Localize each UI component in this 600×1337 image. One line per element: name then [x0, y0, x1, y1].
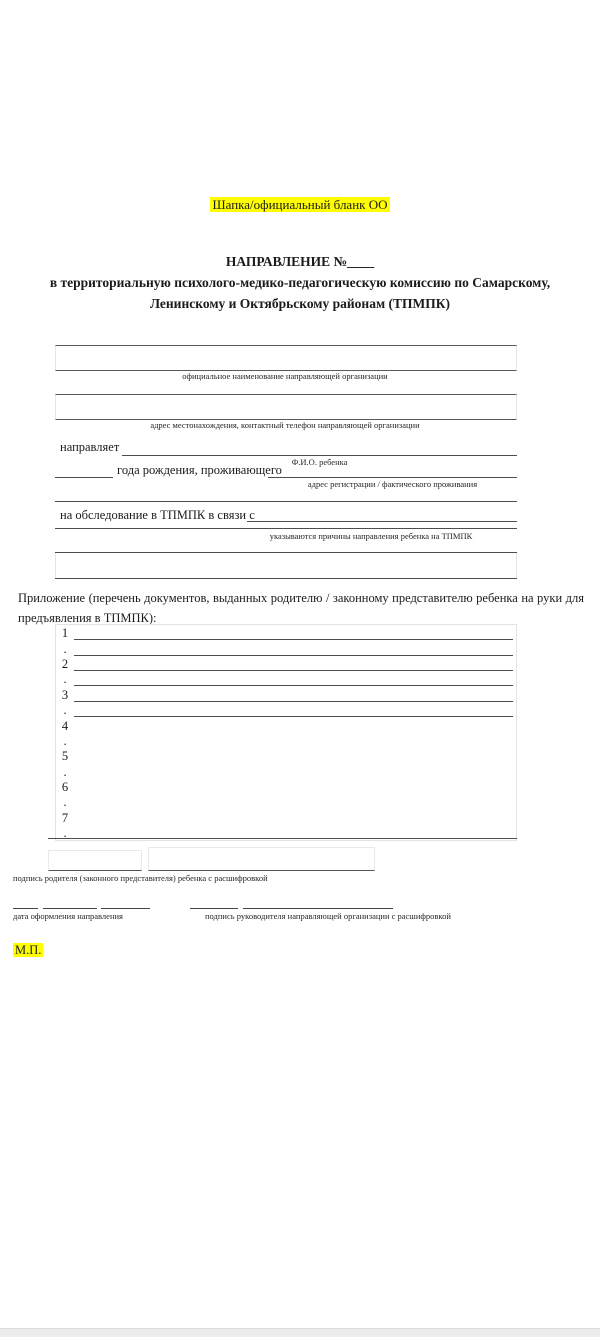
child-address-line[interactable] — [268, 464, 517, 478]
list-line[interactable] — [74, 717, 513, 732]
list-item[interactable] — [56, 794, 516, 809]
list-item[interactable] — [56, 748, 516, 763]
list-marker: . — [63, 795, 67, 810]
stamp-highlight: М.П. — [15, 943, 42, 957]
list-line[interactable] — [74, 639, 513, 655]
directs-label: направляет — [60, 440, 120, 454]
list-item[interactable] — [56, 686, 516, 701]
list-item[interactable] — [56, 702, 516, 717]
org-address-caption: адрес местонахождения, контактный телефон направляющей организации — [150, 420, 420, 430]
child-name-line[interactable] — [122, 442, 517, 456]
list-line[interactable] — [74, 685, 513, 701]
list-marker: 2 — [61, 657, 69, 672]
list-marker: . — [63, 672, 67, 687]
exam-label: на обследование в ТПМПК в связи с — [60, 508, 255, 522]
head-signature-blank[interactable] — [190, 898, 238, 909]
list-marker: 3 — [61, 687, 69, 702]
list-line[interactable] — [74, 655, 513, 671]
title-line-3: Ленинскому и Октябрьскому районам (ТПМПК) — [149, 296, 451, 311]
list-item[interactable] — [56, 809, 516, 824]
reason-line-2[interactable] — [55, 516, 517, 529]
address-continuation-line[interactable] — [55, 489, 517, 502]
list-marker: . — [63, 703, 67, 718]
parent-signature-caption: подпись родителя (законного представителя) ребенка с расшифровкой — [13, 873, 268, 883]
date-caption: дата оформления направления — [13, 911, 123, 921]
viewer-bottom-bar — [0, 1328, 600, 1337]
list-marker: 5 — [61, 749, 69, 764]
org-name-caption: официальное наименование направляющей организации — [182, 371, 388, 381]
date-blank-month[interactable] — [43, 898, 97, 909]
list-item[interactable] — [56, 671, 516, 686]
attachment-intro: Приложение (перечень документов, выданных родителю / законному представителю ребенка на руки для предъявления в ТПМПК): — [18, 591, 584, 625]
list-marker: 1 — [61, 626, 69, 641]
child-name-caption: Ф.И.О. ребенка — [291, 457, 348, 467]
list-item[interactable] — [56, 640, 516, 655]
reason-caption: указываются причины направления ребенка на ТПМПК — [269, 531, 473, 541]
parent-name-box[interactable] — [148, 847, 375, 871]
letterhead-highlight: Шапка/официальный бланк ОО — [212, 197, 388, 212]
reason-line-4[interactable] — [55, 566, 517, 579]
stamp-mark — [13, 943, 43, 958]
reason-line-3[interactable] — [55, 540, 517, 553]
org-address-field[interactable] — [55, 394, 517, 420]
letterhead-placeholder — [0, 197, 600, 213]
head-signature-caption: подпись руководителя направляющей организации с расшифровкой — [205, 911, 451, 921]
birth-year-line[interactable] — [55, 464, 113, 478]
list-marker: 7 — [61, 810, 69, 825]
list-line[interactable] — [74, 779, 513, 794]
list-line[interactable] — [74, 794, 513, 809]
list-line[interactable] — [74, 763, 513, 778]
date-blank-year[interactable] — [101, 898, 150, 909]
attachment-list — [55, 624, 517, 841]
title-line-1: НАПРАВЛЕНИЕ №____ — [225, 254, 375, 269]
child-address-caption: адрес регистрации / фактического проживания — [307, 479, 478, 489]
list-line[interactable] — [74, 624, 513, 640]
list-marker: . — [63, 641, 67, 656]
list-item[interactable] — [56, 625, 516, 640]
list-line[interactable] — [74, 701, 513, 717]
list-line[interactable] — [74, 809, 513, 824]
date-blank-day[interactable] — [13, 898, 38, 909]
birth-label: года рождения, проживающего — [117, 463, 282, 477]
list-line[interactable] — [74, 733, 513, 748]
title-line-2: в территориальную психолого-медико-педагогическую комиссию по Самарскому, — [49, 275, 551, 290]
parent-signature-box[interactable] — [48, 850, 142, 871]
list-marker: . — [63, 764, 67, 779]
list-marker: . — [63, 826, 67, 841]
head-name-blank[interactable] — [243, 898, 393, 909]
list-item[interactable] — [56, 717, 516, 732]
list-item[interactable] — [56, 779, 516, 794]
list-item[interactable] — [56, 656, 516, 671]
document-title — [0, 251, 600, 314]
list-marker: 4 — [61, 718, 69, 733]
list-marker: 6 — [61, 779, 69, 794]
list-item[interactable] — [56, 733, 516, 748]
list-bottom-line[interactable] — [48, 826, 517, 839]
org-name-field[interactable] — [55, 345, 517, 371]
list-line[interactable] — [74, 748, 513, 763]
list-item[interactable] — [56, 763, 516, 778]
list-line[interactable] — [74, 670, 513, 686]
list-marker: . — [63, 733, 67, 748]
